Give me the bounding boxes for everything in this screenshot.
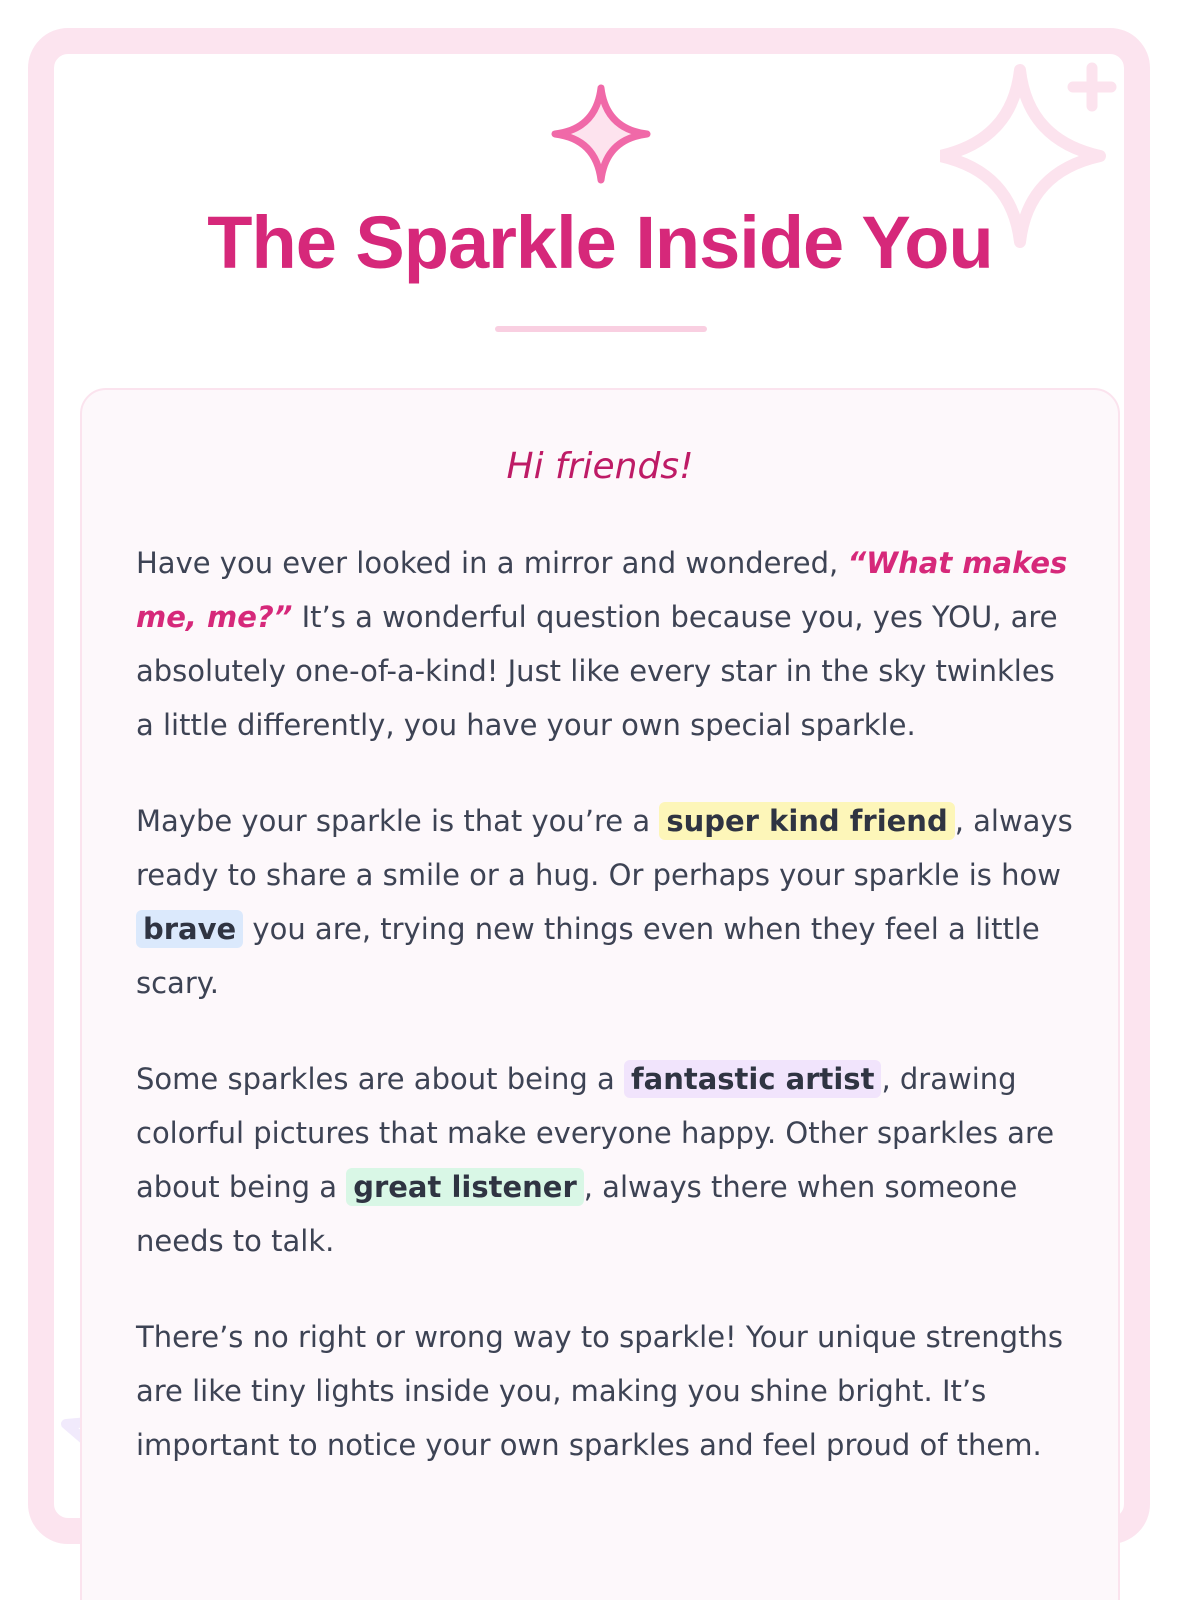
page-title: The Sparkle Inside You [207, 201, 993, 284]
paragraph-text: , always ready to share a smile or a hug. Or perhaps your sparkle is how [136, 804, 1073, 892]
greeting: Hi friends! [506, 446, 694, 487]
paragraph-text: Some sparkles are about being a [136, 1062, 615, 1096]
paragraph-1 [136, 536, 1076, 752]
sparkle-icon [551, 84, 651, 184]
paragraph-text: , always there when someone needs to talk. [136, 1170, 1018, 1258]
highlight-brave: brave [136, 910, 243, 948]
paragraph-text: There’s no right or wrong way to sparkle! Your unique strengths are like tiny lights inside you, making you shine bright. It’s important to notice your own sparkles and feel proud of them. [136, 1320, 1063, 1462]
paragraph-text: Maybe your sparkle is that you’re a [136, 804, 651, 838]
story-body [136, 536, 1076, 1514]
highlight-fantastic-artist: fantastic artist [624, 1060, 881, 1098]
paragraph-text: Have you ever looked in a mirror and wondered, [136, 546, 839, 580]
paragraph-text: It’s a wonderful question because you, yes YOU, are absolutely one-of-a-kind! Just like every star in the sky twinkles a little differently, you have your own special sparkle. [136, 600, 1058, 742]
title-divider [495, 326, 707, 332]
quote-highlight: “What makes me, me?” [136, 546, 1068, 634]
paragraph-2 [136, 794, 1076, 1010]
paragraph-text: you are, trying new things even when they feel a little scary. [136, 912, 1040, 1000]
paragraph-3 [136, 1052, 1076, 1268]
highlight-super-kind-friend: super kind friend [659, 802, 954, 840]
paragraph-4 [136, 1310, 1076, 1472]
highlight-great-listener: great listener [346, 1168, 584, 1206]
paragraph-text: , drawing colorful pictures that make everyone happy. Other sparkles are about being a [136, 1062, 1055, 1204]
